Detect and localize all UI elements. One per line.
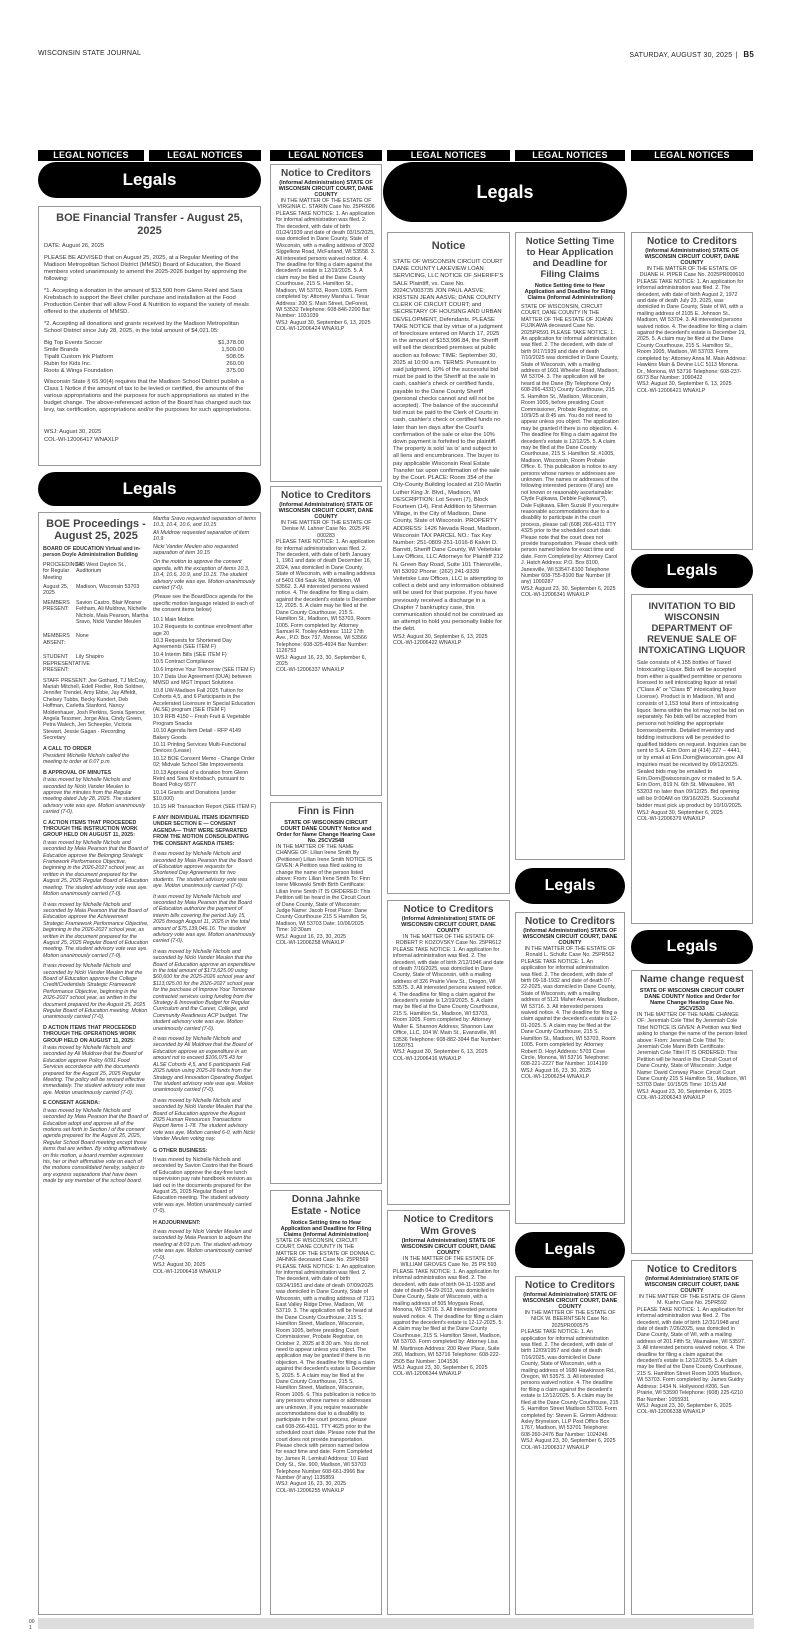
separation-request: Ali Muldrow requested separation of item 10.9 <box>153 529 249 543</box>
notice-body: PLEASE TAKE NOTICE: 1. An application for informal administration was filed. 2. The decedent, with date of birth August 2, 1972 and date of death July 23, 2025, was domiciled in Dane County, State of WI, with a mailing address of 2105 E. Johnson St., Madison, WI 53704. 3. All interested persons waived notice. 4. The deadline for filing a claim against the decedent's estate is December 19, 2025. 5. A claim may be filed at the Dane County Courthouse, 215 S. Hamilton St., Room 1005, Madison, WI 53703. Form completed by: Attorney Anna M. Main Address: Hawkins Main & Devine LLC 5113 Monona Dr., Monona, WI 53716 Telephone: 608-237-6673 Bar Number: 1090422 <box>637 278 747 381</box>
proceedings-row: August 25, 2025 Madison, Wisconsin 53703 <box>43 584 140 597</box>
section-c-text: It was moved by Nichelle Nichols and seconded by Maia Pearson that the Board of Education approve the Achievement Strategic Framework Performance Objective, beginning in the 2026-2027 school year, as written in the document prepared for the August 25, 2025 Regular Board of Education meeting. The student advisory vote was aye. Motion unanimously carried (7-0). <box>43 901 149 959</box>
estate-matter: IN THE MATTER OF THE ESTATE OF Ronald L. Schultz Case No. 25PR562 <box>524 946 616 959</box>
donation-row: Tipalti Custom Ink Platform 508.05 <box>44 354 244 360</box>
consent-item: 10.11 Printing Services Multi-Functional Devices (Lease) <box>153 742 246 755</box>
notice-date: DATE: August 26, 2025 <box>44 243 105 249</box>
consent-item: 10.15 HR Transaction Report (SEE ITEM F) <box>153 803 257 810</box>
section-f-text: It was moved by Nichelle Nichols and seconded by Ali Muldrow that the Board of Education approve an expenditure in an amount not to exceed $106,075.43 for ALSE Cohorts 4,5, and 6 participants Fall 2025 tuition using 2025-26 funds from the Strategy and Innovation Operating Budget. The student advisory vote was aye. Motion unanimously carried (7-0). <box>153 1036 254 1094</box>
column-2 <box>270 150 382 1615</box>
publication-dates: WSJ: August 23, 30, September 6, 2025 <box>637 1402 732 1409</box>
section-header: LEGAL NOTICES <box>387 150 510 161</box>
section-d-text: It was moved by Nichelle Nichols and seconded by Ali Muldrow that the Board of Education approve Policy 6091 Food Services accordance with the documents prepared for the August 25, 2025 Regular Meeting. The policy will be revised effective immediately. The student advisory vote was aye. Motion unanimously carried (7-0). <box>43 1045 146 1096</box>
legals-banner: Legals <box>631 554 753 588</box>
boe-transfer-notice <box>38 206 261 466</box>
notice-subtitle: STATE OF WISCONSIN CIRCUIT COURT DANE COUNTY Notice and Order for Name Change Hearing Case No. 25CV2548 <box>276 820 376 844</box>
notice-body: PLEASE TAKE NOTICE: 1. An application for informal administration was filed. 2. The decedent, with date of birth 04-11-1938 and date of death 04-29-2013, was domiciled in Dane County, State of Wisconsin, with a mailing address of 505 Moygara Road, Monona, WI 53716. 3. All interested persons waived notice. 4. The deadline for filing a claim against the decedent's estate is 12-12-2025. 5. A claim may be filed at the Dane County Courthouse, 215 S. Hamilton Street, Madison, WI 53703. Form completed by: Attorney Lisa M. Martinson Address: 200 River Place, Suite 260, Madison, WI 53716 Telephone: 608-222-2505 Bar Number: 1041536 <box>393 1268 503 1365</box>
column-5 <box>631 150 753 1615</box>
issue-date <box>629 50 754 59</box>
invitation-to-bid-notice <box>631 594 753 924</box>
publication-dates: WSJ: August 30, September 6, 13, 2025 <box>276 319 371 326</box>
board-heading: BOARD OF EDUCATION Virtual and in-person Doyle Administration Building <box>43 546 141 559</box>
separation-request: Nicki Vander Meulen also requested separation of item 10.15 <box>153 543 238 557</box>
notice-to-creditors-kuehn <box>631 1260 753 1615</box>
section-g-text: It was moved by Nichelle Nichols and seconded by Savion Castro that the Board of Education approve the day-free lunch supervision pay rate handbook revision as laid out in the documents prepared for the August 25, 2025 Regular Board of Education meeting. The student advisory vote was aye. Motion unanimously carried (7-0). <box>153 1156 253 1215</box>
publication-dates: WSJ: August 30, September 6, 13, 2025 <box>393 1049 488 1056</box>
consent-item: 10.6 Improve Your Tomorrow (SEE ITEM F) <box>153 666 256 673</box>
section-f-heading: F ANY INDIVIDUAL ITEMS IDENTIFIED UNDER SECTION E — CONSENT AGENDA— THAT WERE SEPARATED FROM THE MOTION CONSOLIDATING THE CONSENT AGENDA ITEMS: <box>153 815 249 847</box>
section-header: LEGAL NOTICES <box>515 150 625 161</box>
proceedings-row: STUDENT REPRESENTATIVE PRESENT: Lily Shapiro <box>43 654 104 674</box>
section-g-heading: G OTHER BUSINESS: <box>153 1147 208 1154</box>
notice-to-creditors-starin <box>270 164 382 482</box>
section-f-text: It was moved by Nichelle Nichols and seconded by Maia Pearson that the Board of Education authorize the payment of interim bills covering the period July 15, 2025 through August 11, 2025 in the total amount of $75,139,046.16. The student advisory vote was aye. Motion unanimously carried (7-0). <box>153 893 256 945</box>
publication-dates: WSJ: August 30, September 6, 13, 2025 <box>393 633 488 640</box>
section-a-heading: A CALL TO ORDER <box>43 745 92 752</box>
footer-bar <box>38 1618 754 1629</box>
notice-subtitle: (Informal Administration) STATE OF WISCONSIN CIRCUIT COURT, DANE COUNTY <box>401 916 496 934</box>
notice-body: STATE OF WISCONSIN, CIRCUIT COURT, DANE COUNTY IN THE MATTER OF THE ESTATE OF JOANN FUJIKAWA deceased Case No. 2025PR591 PLEASE TAKE NOTICE: 1. An application for informal administration was filed. 2. The decedent, with date of birth 9/17/1939 and date of death 7/10/2025 was domiciled in Dane County, State of Wisconsin, with a mailing address of 1601 Wheeler Road, Madison, WI 53704. 3. The application will be heard at the Dane (By Telephone Only 608-266-4331) County Courthouse, 215 S. Hamilton St., Madison, Wisconsin, Room 1005, before presiding Court Commissioner, Probate Registrar, on 10/9/25 at 8:45 am. You do not need to appear unless you object. The application may be granted if there is no objection. 4. The deadline for filing a claim against the decedent's estate is 12/12/25. 5. A claim may be filed at the Dane County Courthouse, 215 S. Hamilton St. #1005, Madison, Wisconsin, Room Probate Office. 6. This publication is notice to any persons whose names or addresses are unknown. The names or addresses of the following interested persons (if any) are not known or reasonably ascertainable: Clyde Fujikawa, Debbie Fujikawa(?), Dale Fujikawa, Ellen Suzuki If you require reasonable accommodations due to a disability to participate in the court process, please call (608) 266-4311 TTY 4325 prior to the scheduled court date. Please note that the court does not provide transportation. Please check with person named below for exact time and date. Form Completed by: Attorney Carol J. Hatch Address: P.O. Box 8100, Janesville, WI 53547-8100 Telephone Number 608-755-8100 Bar Number (if any) 1000287 <box>521 304 619 586</box>
notice-subtitle: (Informal Administration) STATE OF WISCONSIN CIRCUIT COURT, DANE COUNTY <box>644 1276 740 1294</box>
consent-item: 10.4 Interim Bills (SEE ITEM F) <box>153 651 227 658</box>
legals-banner: Legals <box>631 930 753 964</box>
notice-subtitle: (Informal Administration) STATE OF WISCONSIN CIRCUIT COURT, DANE COUNTY <box>522 1292 618 1310</box>
sheriff-sale-notice <box>387 232 510 894</box>
notice-title: BOE Financial Transfer - August 25, 2025 <box>56 212 243 237</box>
donation-row: Big Top Events Soccer $1,378.00 <box>44 340 244 346</box>
notice-paragraph: *2. Accepting all donations and grants received by the Madison Metropolitan School District since July 28, 2025, in the total amount of $4,021.05: <box>44 321 239 334</box>
publication-dates: WSJ: August 30, September 6, 2025 <box>637 809 723 816</box>
section-f-text: It was moved by Nichelle Nichols and seconded by Nicki Vander Meulen that the Board of Education approve the August 2025 Human Resources Transactions Report Items 1-78. The student advisory vote was aye. Motion carried 6-0, with Nicki Vander Meulen voting nay. <box>153 1097 255 1143</box>
notice-title: Notice to Creditors <box>280 168 371 179</box>
notice-subtitle: Notice Setting time to Hear Application and Deadline for Filing Claims (Informal Administration) <box>280 1220 372 1238</box>
section-f-text: It was moved by Nichelle Nichols and seconded by Nicki Vander Meulen that the Board of Education approve an expenditure in the total amount of $173,625.00 using $60,600 for the 2025-2026 school year and $113,025.00 for the 2026-2027 school year for the purchase of Improve Your Tomorrow contracted services using funding from the Strategy & Innovation Budget for Regular Curriculum and the Career, College, and Community Readiness ACP budget. The student advisory vote was aye. Motion unanimously carried (7-0). <box>153 948 256 1032</box>
consent-item: 10.14 Grants and Donations (under $10,000) <box>153 789 237 803</box>
publication-dates: WSJ: August 16, 23, 30, 2025 <box>521 1067 592 1074</box>
notice-id: COL-WI-12006317 WNAXLP <box>521 1444 590 1451</box>
notice-id: COL-WI-12006344 WNAXLP <box>393 1371 462 1378</box>
notice-subtitle: (Informal Administration) STATE OF WISCONSIN CIRCUIT COURT, DANE COUNTY <box>278 502 374 520</box>
jahnke-estate-notice <box>270 1190 382 1615</box>
consent-item: 10.12 BOE Consent Memo - Change Order 02; Midvale School Site Improvements <box>153 755 255 769</box>
notice-body: IN THE MATTER OF THE NAME CHANGE OF: Lilian Irene Smith By (Petitioner) Lilian Irene Smith NOTICE IS GIVEN: A Petition was filed asking to change the name of the person listed above: From: Lilian Irene Smith To: Finn Irene Mikowski Smith Birth Certificate: Lilian Irene Smith IT IS ORDERED: This Petition will be heard in the Circuit Court of Dane County, State of Wisconsin: Judge Name: Jacob Frost Place: Dane County Courthouse 215 S Hamilton St, Madison, WI 53703 Date: 10/06/2025 Time: 10:30am <box>276 844 373 934</box>
notice-title: Notice to Creditors <box>280 490 371 501</box>
section-b-text: It was moved by Nichelle Nichols and seconded by Nicki Vander Meulen to approve the minutes from the Regular meeting dated July 28, 2025. The student advisory vote was aye. Motion unanimously carried (7-0). <box>43 777 146 816</box>
notice-to-creditors-lahner <box>270 486 382 796</box>
publication-dates: WSJ: August 23, 30, September 6, 2025 <box>521 585 616 592</box>
publication-dates: WSJ: August 16, 23, 30, 2025 <box>276 1481 347 1488</box>
legals-banner: Legals <box>515 868 625 904</box>
separator: | <box>735 52 738 59</box>
legals-banner: Legals <box>383 162 627 222</box>
notice-id: COL-WI-12006337 WNAXLP <box>276 667 345 674</box>
masthead <box>38 50 754 62</box>
notice-body: Sale consists of 4,155 bottles of Taxed Intoxicating Liquor. Bids will be accepted from either a qualified permittee or persons licensed to sell intoxicating liquor at retail ("Class A" or "Class B" intoxicating liquor License). Product is in Madison, WI and consists of 1,153 total liters of intoxicating liquor. Items within the lot may not be bid on separately. No bids will be accepted from persons not holding the appropriate licenses/permits. Detailed inventory and bidding instructions will be provided to qualified bidders on request. Inquiries can be sent to S.A. Erin Dorn at (414) 227 – 4441, or by email at Erin.Dorn@wisconsin.gov. All inquiries must be received by 09/12/2025. Sealed bids may be emailed to Erin.Dorn@wisconsin.gov or mailed to S.A. Erin Dorn, 819 N. 6th St. Milwaukee, WI 53203 no later than 09/12/25. Bid opening will be 9:00AM on 09/16/2025. Successful bidder must pick up product by 10/10/2025. <box>637 660 747 809</box>
notice-title: Notice to Creditors <box>646 236 737 247</box>
proceedings-row: PROCEEDINGS for Regular Meeting 545 West Dayton St., Auditorium <box>43 561 126 581</box>
notice-paragraph: *1. Accepting a donation in the amount of $13,500 from Glenn Reinl and Sara Krebsbach to support the Beet chiller purchase and installation at the Food Production Center that will allow Food & Nutrition to expand the variety of meals offered to the students of MMSD. <box>44 288 249 315</box>
notice-body: PLEASE TAKE NOTICE: 1. An application for informal administration was filed. 2. The decedent, with date of birth 2/12/1946 and date of death 7/16/2025, was domiciled in Dane County, State of Wisconsin, with a mailing address of 326 Prairie View St., Oregon, WI 53575. 3. All interested persons waived notice. 4. The deadline for filing a claim against the decedent's estate is 12/19/2025. 5. A claim may be filed at the Dane County Courthouse, 215 S. Hamilton St., Madison, WI 53703, Room 1005. Form completed by: Attorney Walter E. Shannon Address: Shannon Law Office, LLC, 104 W. Main St., Evansville, WI 53536 Telephone: 608-882-3944 Bar Number: 1050751 <box>393 946 504 1049</box>
notice-id: COL-WI-12006343 WNAXLP <box>637 1095 706 1102</box>
section-d-heading: D ACTION ITEMS THAT PROCEEDED THROUGH THE OPERATIONS WORK GROUP HELD ON AUGUST 11, 2025: <box>43 1024 137 1044</box>
estate-matter: IN THE MATTER OF THE ESTATE OF ROBERT P. KOZOVSKY Case No. 25PR612 <box>395 934 502 947</box>
page-footer-number: 00 1 <box>29 1619 35 1631</box>
estate-matter: IN THE MATTER OF THE ESTATE OF VIRGINIA C. STARIN Case No. 25PR606 <box>277 198 375 211</box>
estate-matter: IN THE MATTER OF THE ESTATE OF Denise M. Lahner Case No. 2025 PR 000283 <box>280 520 372 539</box>
section-a-text: President Michelle Nichols called the meeting to order at 6:07 p.m. <box>43 752 130 766</box>
notice-title: Notice Setting Time to Hear Application and Deadline for Filing Claims <box>525 236 615 280</box>
legals-banner: Legals <box>38 472 261 506</box>
notice-body: PLEASE TAKE NOTICE: 1. An application for informal administration was filed. 2. The decedent, with date of birth 09-18-1932 and date of death 07-22-2025, was domiciled in Dane County, State of Wisconsin, with a mailing address of 5121 Maher Avenue, Madison, WI 53716. 3. All interested persons waived notice. 4. The deadline for filing a claim against the decedent's estate is 12-01-2025. 5. A claim may be filed at the Dane County Courthouse, 215 S. Hamilton St., Madison, WI 53703, Room 1005. Form completed by: Attorney Robert D. Hoyt Address: 5703 Cove Circle, Monona, WI 53716 Telephone: 608-221-2227 Bar Number: 1014199 <box>521 958 619 1068</box>
notice-to-creditors-beerntsen <box>515 1276 625 1615</box>
notice-id: COL-WI-12006341 WNAXLP <box>521 592 590 599</box>
notice-title: Donna Jahnke Estate - Notice <box>291 1194 361 1217</box>
section-e-heading: E CONSENT AGENDA: <box>43 1100 100 1107</box>
consent-item: 10.3 Requests for Shortened Day Agreements (SEE ITEM F) <box>153 637 232 651</box>
notice-title: Notice to Creditors <box>524 916 615 927</box>
consent-item: 10.1 Main Motion <box>153 616 194 623</box>
notice-title: Name change request <box>640 974 744 985</box>
publication-dates: WSJ: August 23, 30, September 6, 2025 <box>393 1364 488 1371</box>
notice-id: COL-WI-12006424 WNAXLP <box>276 326 345 333</box>
publication-dates: WSJ: August 30, 2025 <box>153 1262 206 1269</box>
consent-item: 10.13 Approval of a donation from Glenn Reinl and Sara Krebsbach, pursuant to Board Policy 6577 <box>153 769 249 789</box>
section-f-text: It was moved by Nichelle Nichols and seconded by Maia Pearson that the Board of Education approve requests for Shortened Day Agreements for two students. The student advisory vote was aye. Motion unanimously carried (7-0). <box>153 851 252 890</box>
donation-row: Rubin for Kids Inc. 260.00 <box>44 361 244 367</box>
notice-title: Notice to Creditors <box>403 904 494 915</box>
notice-id: COL-WI-12006417 WNAXLP <box>44 437 119 443</box>
estate-matter: IN THE MATTER OF THE ESTATE OF DUANE H. PIPER Case No. 2025PR000610 <box>639 266 745 279</box>
consent-note: (Please see the BoardDocs agenda for the specific motion language related to each of the consent items below) <box>153 594 254 614</box>
notice-subtitle: Notice Setting time to Hear Application and Deadline for Filing Claims (Informal Administration) <box>524 283 616 301</box>
proceedings-row: MEMBERS ABSENT: None <box>43 633 89 646</box>
notice-subtitle: (Informal Administration) STATE OF WISCONSIN CIRCUIT COURT, DANE COUNTY <box>401 1238 496 1256</box>
consent-motion: On the motion to approve the consent agenda, with the exception of items 10.3, 10.4, 10.6, 10.9, and 10.15. The student advisory vote was aye. Motion unanimously carried (7-0). <box>153 559 256 592</box>
legals-banner: Legals <box>515 1232 625 1268</box>
notice-id: COL-WI-12006422 WNAXLP <box>393 639 462 646</box>
notice-id: COL-WI-12006416 WNAXLP <box>393 1055 462 1062</box>
boe-proceedings-notice <box>38 512 261 1615</box>
notice-title: Notice to Creditors <box>646 1264 737 1275</box>
notice-subtitle: (Informal Administration) STATE OF WISCONSIN CIRCUIT COURT, DANE COUNTY <box>644 248 740 266</box>
notice-paragraph: PLEASE BE ADVISED that on August 25, 2025, at a Regular Meeting of the Madison Metropolitan School District (MMSD) Board of Education, the Board members voted unanimously to amend the 2025-2026 budget by approving the following: <box>44 255 247 282</box>
page-number: B5 <box>743 50 754 59</box>
newspaper-name: WISCONSIN STATE JOURNAL <box>38 50 142 57</box>
notice-body: IN THE MATTER OF THE NAME CHANGE OF: Jeremiah Cole Tittel By Jeremiah Cole Tittel NOTICE IS GIVEN: A Petition was filed asking to change the name of the person listed above: From: Jeremiah Cole Tittel To: Jeremiah Cole Mann Birth Certificate: Jeremiah Cole Tittel IT IS ORDERED: This Petition will be heard in the Circuit Court of Dane County, State of Wisconsin: Judge Name: David Conway Place: Circuit Court Dane County 215 S Hamilton St., Madison, WI 53703 Date: 10/15/25 Time: 10:15 AM <box>637 1012 747 1089</box>
notice-id: COL-WI-12006418 WNAXLP <box>153 1269 222 1276</box>
notice-subtitle: STATE OF WISCONSIN CIRCUIT COURT DANE COUNTY Notice and Order for Name Change Hearing Case No. 25CV2533 <box>639 988 745 1012</box>
notice-body: PLEASE TAKE NOTICE: 1. An application for informal administration was filed. 2. The decedent, with date of birth 01/24/1939 and date of death 03/15/2025, was domiciled in Dane County, State of Wisconsin, with a mailing address of 3032 Siggelkow Road, McFarland, WI 53558. 3. All interested persons waived notice. 4. The deadline for filing a claim against the decedent's estate is 12/19/2025. 5. A claim may be filed at the Dane County Courthouse, 215 S. Hamilton St., Madison, WI 53703, Room 1005. Form completed by: Attorney Marsha L. Tesar Address: 200 S. Main Street, DeForest, WI 53532 Telephone: 608-846-2200 Bar Number: 1031039 <box>276 210 376 320</box>
publication-dates: WSJ: August 16, 23, 30, September 6, 2025 <box>276 654 367 667</box>
section-header: LEGAL NOTICES <box>38 150 144 161</box>
estate-matter: IN THE MATTER OF THE ESTATE OF Glenn M. Kuehn Case No. 25PR592 <box>638 1294 746 1307</box>
proceedings-row: MEMBERS PRESENT: Savion Castro, Blair Mosner Feltham, Ali Muldrow, Nichelle Nichols, Maia Pearson, Martha Sravo, Nicki Vander Meulen <box>43 599 149 626</box>
publication-dates: WSJ: August 16, 23, 30, 2025 <box>276 933 347 940</box>
consent-item: 10.10 Agenda Item Detail - RFP 4149 Bakery Goods <box>153 728 241 741</box>
notice-title: Notice <box>431 240 466 252</box>
notice-title: Notice to Creditors Wm Groves <box>403 1214 494 1237</box>
notice-body: PLEASE TAKE NOTICE: 1. An application for informal administration was filed. 2. The decedent, with date of birth 12/09/1957 and date of death 7/16/2025, was domiciled in Dane County, State of Wisconsin, with a mailing address of 1680 Hawkinson Rd., Oregon, WI 53575. 3. All interested persons waived notice. 4. The deadline for filing a claim against the decedent's estate is 12/12/2025. 5. A claim may be filed at the Dane County Courthouse, 215 S. Hamilton Street Madison 53703. Form completed by: Steven E. Grimm Address: Axley Brynelson, LLP Post Office Box 1767, Madison, WI 53701 Telephone: 608-260-2476 Bar Number: 1024246 <box>521 1329 619 1438</box>
consent-item: 10.8 UW-Madison Fall 2025 Tuition for Cohorts 4,5, and 6 Participants in the Accelerated Licensure in Special Education (ALSE) program (SEE ITEM F) <box>153 687 255 713</box>
donation-list <box>44 340 244 375</box>
estate-matter: IN THE MATTER OF THE ESTATE OF NICK W. BEERNTSEN Case No. 2025PR000575 <box>524 1310 616 1329</box>
publication-dates: WSJ: August 23, 30, September 6, 2025 <box>637 1088 732 1095</box>
staff-present: STAFF PRESENT: Joe Gothard, TJ McCray, Mariah Mitchell, Edell Fiedler, Rob Soldner, Jennifer Trendel, Amy Ebbe, Jay Affeldt, Chelsey Tubbs, Becky Kundert, Deb Hoffman, Carletta Stanford, Nancy Moldenhauer, Josh Perkins, Sonia Spencer, Angela Tessmer, Jorge Alva, Cindy Green, Petra Walech, Jen Scheepke, Victoria Stewart, Jessie Gagan - Recording Secretary <box>43 677 147 742</box>
notice-subtitle: (Informal Administration) STATE OF WISCONSIN CIRCUIT COURT, DANE COUNTY <box>278 180 374 198</box>
notice-id: COL-WI-12006421 WNAXLP <box>637 387 706 394</box>
notice-to-creditors-kozovsky <box>387 900 510 1205</box>
notice-to-creditors-groves <box>387 1210 510 1615</box>
publication-dates: WSJ: August 30, 2025 <box>44 429 102 435</box>
finn-name-change-notice <box>270 802 382 1184</box>
legal-notices-page <box>38 150 753 1615</box>
notice-paragraph: Wisconsin State § 65.90(4) requires that the Madison School District publish a Class 1 Notice if the amount of tax to be levied or certified, the amounts of the various appropriations and the purposes for such appropriations as stated in the budget change. The above-referenced action of the Board has changed such tax levy, tax certification, appropriations and/or the purposes for such appropriations. <box>44 379 252 413</box>
donation-row: Roots & Wings Foundation 375.00 <box>44 368 244 374</box>
notice-id: COL-WI-12006338 WNAXLP <box>637 1409 706 1416</box>
consent-items-list <box>153 617 257 810</box>
notice-id: COL-WI-12006254 WNAXLP <box>521 1074 590 1081</box>
notice-to-creditors-piper <box>631 232 753 550</box>
notice-id: COL-WI-12006255 WNAXLP <box>276 1487 345 1494</box>
legals-banner: Legals <box>38 162 261 198</box>
column-4 <box>515 150 625 1615</box>
column-1 <box>38 150 261 1615</box>
fujikawa-estate-notice <box>515 232 625 860</box>
section-header: LEGAL NOTICES <box>270 150 382 161</box>
section-c-heading: C ACTION ITEMS THAT PROCEEDED THROUGH THE INSTRUCTION WORK GROUP HELD ON AUGUST 11, 2025: <box>43 819 138 839</box>
notice-body: STATE OF WISCONSIN, CIRCUIT COURT, DANE COUNTY IN THE MATTER OF THE ESTATE OF DONNA C. JAHNKE deceased Case No. 25PR569 PLEASE TAKE NOTICE: 1. An application for informal administration was filed. 2. The decedent, with date of birth 03/24/1951 and date of death 07/09/2025 was domiciled in Dane County, State of Wisconsin, with a mailing address of 7121 East Valley Ridge Drive, Madison, WI 53719. 3. The application will be heard at the Dane County Courthouse, 215 S. Hamilton Street, Madison, Wisconsin, Room 1005, before presiding Court Commissioner, Probate Registrar, on October 2, 2025 at 8:30 am. You do not need to appear unless you object. The application may be granted if there is no objection. 4. The deadline for filing a claim against the decedent's estate is December 5, 2025. 5. A claim may be filed at the Dane County Courthouse, 215 S. Hamilton Street, Madison, Wisconsin, Room 1005. 6. This publication is notice to any persons whose names or addresses are unknown. If you require reasonable accommodations due to a disability to participate in the court process, please call 608-266-4311. TTY 4625 prior to the scheduled court date. Please note that the court does not provide transportation. Please check with person named below for exact time and date. Form Completed by: James R. Lemkuil Address: 10 East Doty St., Ste. 900, Madison, WI 53703 Telephone Number 608-661-3966 Bar Number (if any) 1135859 <box>276 1238 376 1482</box>
date-text: SATURDAY, AUGUST 30, 2025 <box>629 52 733 59</box>
section-header: LEGAL NOTICES <box>149 150 261 161</box>
notice-subtitle: (Informal Administration) STATE OF WISCONSIN CIRCUIT COURT, DANE COUNTY <box>522 928 618 946</box>
section-header: LEGAL NOTICES <box>631 150 753 161</box>
notice-id: COL-WI-12006258 WNAXLP <box>276 940 345 947</box>
notice-body: PLEASE TAKE NOTICE: 1. An application for informal administration was filed. 2. The decedent, with date of birth January 1, 1961 and date of death December 16, 2024, was domiciled in Dane County, State of Wisconsin, with a mailing address of 5401 Old Sauk Rd, Middleton, WI 53562. 3. All interested persons waived notice. 4. The deadline for filing a claim against the decedent's estate is December 12, 2025. 5. A claim may be filed at the Dane County Courthouse, 215 S. Hamilton St., Madison, WI 53703, Room 1005. Form completed by: Attorney Samuel R. Tooley Address: 1112 17th Ave., P.O. Box 737, Monroe, WI 53566 Telephone: 608-325-4924 Bar Number: 1126753 <box>276 539 376 655</box>
notice-title: Finn is Finn <box>297 806 355 817</box>
notice-to-creditors-schultz <box>515 912 625 1224</box>
notice-body: PLEASE TAKE NOTICE: 1. An application for informal administration was filed. 2. The decedent, with date of birth 12/31/1948 and date of death 7/26/2025, was domiciled in Dane County, State of WI, with a mailing address of 201 Fifth St, Waunakee, WI 53597. 3. All interested persons waived notice. 4. The deadline for filing a claim against the decedent's estate is 12/12/2025. 5. A claim may be filed at the Dane County Courthouse, 215 S. Hamilton Street Room 1005 Madison, WI 53703. Form completed by: James Guidry Address: 1434 N. Hollywood #206, Sun Prairie, WI 53590 Telephone: (608) 225-6210 Bar Number: 1055931 <box>637 1306 746 1403</box>
name-change-notice <box>631 970 753 1254</box>
estate-matter: IN THE MATTER OF THE ESTATE OF WILLIAM GROVES Case No. 25 PR 593 <box>400 1256 497 1269</box>
section-h-text: It was moved by Nicki Vander Meulen and seconded by Maia Pearson to adjourn the meeting at 8:03 p.m. The student advisory vote was aye. Motion unanimously carried (7-0). <box>153 1229 252 1261</box>
section-e-text: It was moved by Nichelle Nichols and seconded by Maia Pearson that the Board of Education adopt and approve all of the motions set forth in Section I of the consent agenda prepared for the August 25, 2025, Regular School Board meeting except those items that are written. By voting affirmatively on this motion, a board member expresses his, her or their affirmative vote on each of the motions consolidated hereby, subject to any express separations that have been made by any member of the school board. <box>43 1107 148 1185</box>
section-b-heading: B APPROVAL OF MINUTES <box>43 769 112 776</box>
column-3 <box>387 150 534 1615</box>
consent-item: 10.9 RFB 4150 – Fresh Fruit & Vegetable Program Snacks <box>153 714 251 727</box>
section-h-heading: H ADJOURNMENT: <box>153 1219 201 1226</box>
notice-title: Notice to Creditors <box>524 1280 615 1291</box>
donation-row: Smile Brands 1,500.00 <box>44 347 244 353</box>
consent-item: 10.5 Contract Compliance <box>153 659 215 666</box>
section-c-text: It was moved by Nichelle Nichols and seconded by Nicki Vander Meulen that the Board of Education approve the College Credit/Credentials Strategic Framework Performance Objective, beginning in the 2026-2027 school year, as written in the document prepared for the August 25, 2025 Regular Board of Education meeting. Motion unanimously carried (7-0). <box>43 963 148 1021</box>
consent-item: 10.2 Requests to continue enrollment after age 20 <box>153 624 253 637</box>
section-c-text: It was moved by Nichelle Nichols and seconded by Maia Pearson that the Board of Education approve the Belonging Strategic Framework Performance Objective, beginning in the 2026-2027 school year, as written in the document prepared for the August 25, 2025 Regular Board of Education meeting. The student advisory vote was aye. Motion unanimously carried (7-0). <box>43 839 149 898</box>
publication-dates: WSJ: August 23, 30, September 6, 2025 <box>521 1438 616 1445</box>
publication-dates: WSJ: August 30, September 6, 13, 2025 <box>637 381 732 388</box>
notice-title: BOE Proceedings - August 25, 2025 <box>46 518 146 542</box>
notice-id: COL-WI-12006379 WNAXLP <box>637 815 706 822</box>
consent-item: 10.7 Data Use Agreement (DUA) between MMSD and MGT Impact Solutions <box>153 673 252 687</box>
notice-body: STATE OF WISCONSIN CIRCUIT COURT DANE COUNTY LAKEVIEW LOAN SERVICING, LLC NOTICE OF SHERIFF'S SALE Plaintiff, vs. Case No. 2024CV003735 JON PAUL AASVE; KRISTEN JEAN AASVE; DANE COUNTY CLERK OF CIRCUIT COURT; and SECRETARY OF HOUSING AND URBAN DEVELOPMENT, Defendants. PLEASE TAKE NOTICE that by virtue of a judgment of foreclosure entered on March 17, 2025 in the amount of $153,996.84, the Sheriff will sell the described premises at public auction as follows: TIME: September 30, 2025 at 10:00 a.m. TERMS: Pursuant to said judgment, 10% of the successful bid must be paid to the Sheriff at the sale in cash, cashier's check or certified funds, payable to the Dane County Sheriff (personal checks cannot and will not be accepted). The balance of the successful bid must be paid to the Clerk of Courts in cash, cashier's check or certified funds no later than ten days after the Court's confirmation of the sale or else the 10% down payment is forfeited to the plaintiff. The property is sold 'as is' and subject to all liens and encumbrances. The buyer to pay applicable Wisconsin Real Estate Transfer tax upon confirmation of the sale by the Court. PLACE: Room 354 of the City-County Building located at 210 Martin Luther King Jr. Blvd., Madison, WI DESCRIPTION: Lot Seven (7), Block Fourteen (14), First Addition to Sherman Village, in the City of Madison, Dane County, State of Wisconsin. PROPERTY ADDRESS: 1426 Nevada Road, Madison, Wisconsin TAX PARCEL NO.: Tax Key Number: 251-0809-251-1016-8 Kalvin D. Barrett, Sheriff Dane County, WI Veitetske Law Offices, LLC Attorneys for Plaintiff 212 N. Green Bay Road, Suite 101 Thiensville, WI 53092 Phone: (262) 241-9339 Veitetske Law Offices, LLC is attempting to collect a debt and any information obtained will be used for that purpose. If you have previously received a discharge in a Chapter 7 bankruptcy case, this communication should not be construed as an attempt to hold you personally liable for the debt. <box>393 259 504 633</box>
notice-title: INVITATION TO BID WISCONSIN DEPARTMENT OF REVENUE SALE OF INTOXICATING LIQUOR <box>638 601 746 656</box>
separation-request: Martha Sravo requested separation of items 10.3, 10.4, 10.6, and 10.15 <box>153 516 257 529</box>
